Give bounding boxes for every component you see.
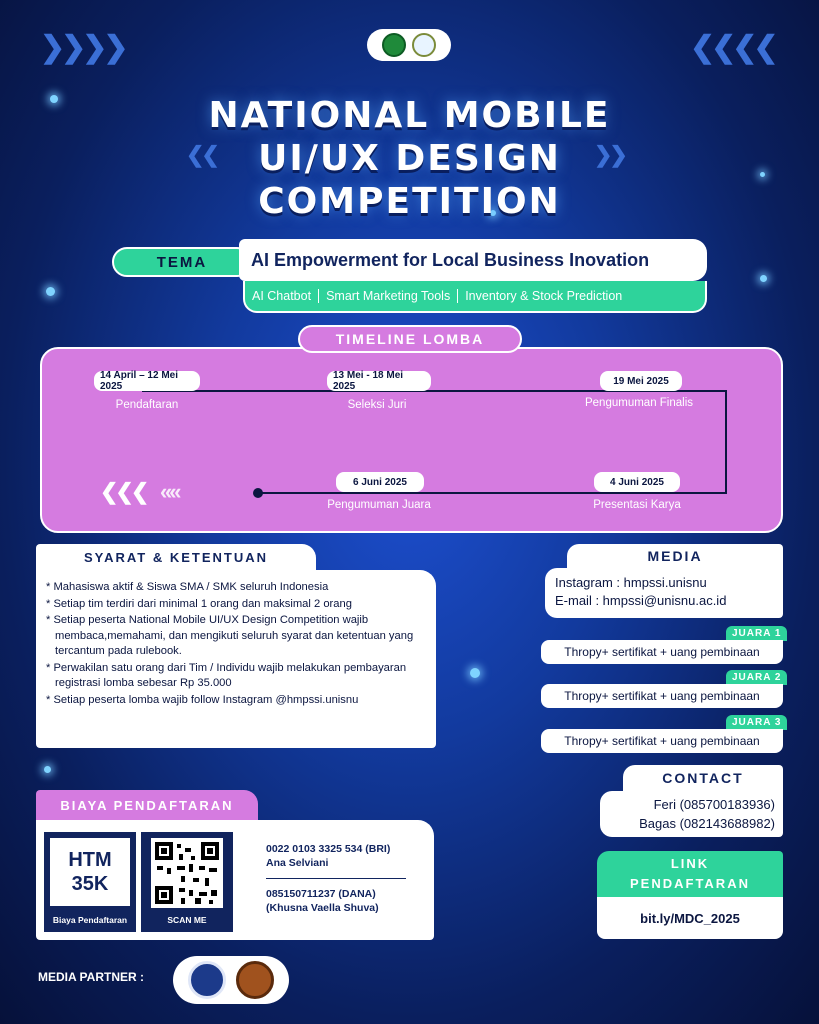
media-partner-logos [173, 956, 289, 1004]
chevrons-left-icon: ❮❮❮❮ [690, 31, 775, 64]
hmpssi-logo [412, 33, 436, 57]
sparkle-dot [44, 766, 51, 773]
link-heading [597, 851, 783, 897]
syarat-heading: SYARAT & KETENTUAN [36, 544, 316, 570]
timeline-event: Seleksi Juri [347, 399, 407, 411]
title-line-3: COMPETITION [258, 181, 561, 222]
juara-1-label: JUARA 1 [726, 626, 787, 641]
syarat-item: * Perwakilan satu orang dari Tim / Individu wajib melakukan pembayaran registrasi lomba sebesar Rp 35.000 [46, 661, 428, 692]
subtopic: Smart Marketing Tools [319, 289, 458, 303]
media-partner-label: MEDIA PARTNER : [38, 970, 144, 984]
email-address[interactable]: E-mail : hmpssi@unisnu.ac.id [555, 593, 727, 608]
timeline-date: 4 Juni 2025 [594, 472, 680, 492]
timeline-event: Pengumuman Finalis [584, 397, 694, 409]
juara-1-prize: Thropy+ sertifikat + uang pembinaan [541, 640, 783, 664]
timeline-date: 14 April – 12 Mei 2025 [94, 371, 200, 391]
htm-line: HTM [68, 849, 112, 871]
tema-subtopics [243, 281, 707, 313]
dana-account: 085150711237 (DANA) [266, 888, 376, 900]
biaya-heading: BIAYA PENDAFTARAN [36, 790, 258, 820]
arrows-left-icon: ❮❮❮ [100, 479, 147, 504]
juara-3-prize: Thropy+ sertifikat + uang pembinaan [541, 729, 783, 753]
subtopic: AI Chatbot [245, 289, 319, 303]
instagram-handle[interactable]: Instagram : hmpssi.unisnu [555, 575, 707, 590]
juara-3-label: JUARA 3 [726, 715, 787, 730]
htm-line: 35K [71, 873, 109, 895]
tema-text: AI Empowerment for Local Business Inovation [239, 239, 707, 281]
chevron-right-icon: ❯❯ [594, 142, 625, 167]
syarat-item: * Mahasiswa aktif & Siswa SMA / SMK seluruh Indonesia [46, 580, 428, 596]
qr-code-icon[interactable] [151, 838, 223, 908]
syarat-list [36, 570, 436, 748]
syarat-item: * Setiap peserta lomba wajib follow Instagram @hmpssi.unisnu [46, 693, 428, 709]
htm-caption: Biaya Pendaftaran [52, 915, 128, 925]
title-line-2: UI/UX DESIGN [258, 138, 561, 179]
timeline-label: TIMELINE LOMBA [298, 325, 522, 353]
divider [266, 878, 406, 879]
timeline-event: Pendaftaran [115, 399, 179, 411]
contact-line[interactable]: Feri (085700183936) [653, 797, 775, 812]
contact-heading: CONTACT [623, 765, 783, 791]
registration-link[interactable]: bit.ly/MDC_2025 [597, 897, 783, 939]
syarat-item: * Setiap tim terdiri dari minimal 1 orang dan maksimal 2 orang [46, 597, 428, 613]
bank-name: Ana Selviani [266, 857, 329, 869]
bank-account: 0022 0103 3325 534 (BRI) [266, 843, 391, 855]
link-heading-line: PENDAFTARAN [630, 876, 750, 891]
arrows-left-outline-icon: «« [160, 479, 179, 504]
sparkle-dot [760, 275, 767, 282]
contact-box [600, 791, 783, 837]
chevron-left-icon: ❮❮ [186, 142, 217, 167]
link-heading-line: LINK [670, 856, 710, 871]
contact-line[interactable]: Bagas (082143688982) [639, 816, 775, 831]
syarat-item: * Setiap peserta National Mobile UI/UX Design Competition wajib membaca,memahami, dan mengikuti seluruh syarat dan ketentuan yang tercantum pada rulebook. [46, 613, 428, 660]
subtopic: Inventory & Stock Prediction [465, 289, 623, 303]
timeline-event: Presentasi Karya [593, 499, 681, 511]
timeline-date: 13 Mei - 18 Mei 2025 [327, 371, 431, 391]
dana-name: (Khusna Vaella Shuva) [266, 902, 379, 914]
sparkle-dot [46, 287, 55, 296]
chevrons-right-icon: ❯❯❯❯ [40, 31, 125, 64]
htm-value [50, 838, 130, 906]
tema-label: TEMA [112, 247, 252, 277]
timeline-panel [40, 347, 783, 533]
juara-2-prize: Thropy+ sertifikat + uang pembinaan [541, 684, 783, 708]
partner-logo-2 [236, 961, 274, 999]
media-heading: MEDIA [567, 544, 783, 568]
timeline-event: Pengumuman Juara [327, 499, 431, 511]
title-line-1: NATIONAL MOBILE [208, 95, 611, 136]
logo-pill [367, 29, 451, 61]
partner-logo-1 [188, 961, 226, 999]
timeline-date: 6 Juni 2025 [336, 472, 424, 492]
qr-caption: SCAN ME [167, 915, 207, 925]
payment-info [266, 842, 406, 915]
timeline-date: 19 Mei 2025 [600, 371, 682, 391]
juara-2-label: JUARA 2 [726, 670, 787, 685]
media-box [545, 568, 783, 618]
sparkle-dot [470, 668, 480, 678]
university-logo [382, 33, 406, 57]
